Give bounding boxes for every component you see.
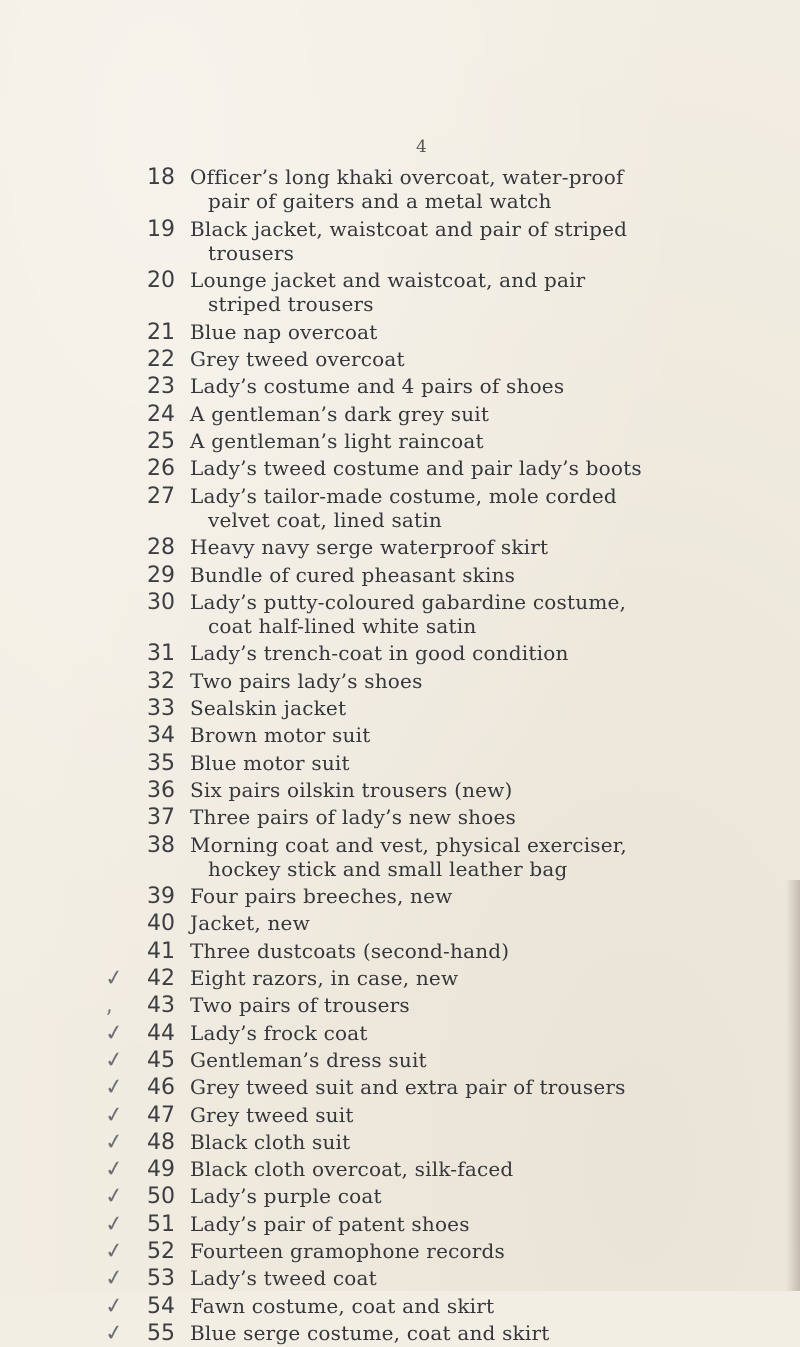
lot-description bbox=[190, 993, 410, 1017]
lot-description bbox=[190, 1321, 549, 1345]
lot-description bbox=[190, 1294, 494, 1318]
description-line: Lady’s pair of patent shoes bbox=[190, 1211, 470, 1236]
lot-number: 23 bbox=[147, 374, 175, 400]
description-line: Grey tweed overcoat bbox=[190, 347, 405, 372]
lot-description bbox=[190, 833, 627, 881]
lot-number: 31 bbox=[147, 641, 175, 667]
description-line: Two pairs lady’s shoes bbox=[190, 668, 423, 693]
lot-description bbox=[190, 751, 350, 775]
description-line: Black jacket, waistcoat and pair of striped bbox=[190, 216, 628, 241]
lot-number: 33 bbox=[147, 696, 175, 721]
description-line: Bundle of cured pheasant skins bbox=[190, 562, 516, 587]
lot-number: 48 bbox=[147, 1129, 175, 1155]
lot-description bbox=[190, 165, 624, 213]
lot-description bbox=[190, 402, 489, 426]
lot-description bbox=[190, 374, 564, 398]
lot-number: 55 bbox=[147, 1320, 175, 1346]
lot-description bbox=[190, 966, 458, 990]
lot-number: 38 bbox=[147, 832, 175, 858]
lot-description bbox=[190, 590, 626, 638]
check-mark-icon: ✓ bbox=[103, 1183, 126, 1211]
description-line: Lady’s frock coat bbox=[190, 1020, 368, 1045]
lot-number: 22 bbox=[147, 347, 175, 373]
lot-description bbox=[190, 456, 642, 480]
lot-description bbox=[190, 939, 509, 963]
check-mark-icon: ✓ bbox=[103, 1237, 126, 1266]
lot-description bbox=[190, 268, 585, 316]
check-mark-icon: ✓ bbox=[103, 1155, 126, 1184]
lot-number: 37 bbox=[147, 805, 175, 831]
description-line: Fourteen gramophone records bbox=[190, 1239, 505, 1263]
description-continuation-line: coat half-lined white satin bbox=[208, 613, 477, 638]
lot-number: 21 bbox=[147, 319, 175, 345]
lot-number: 46 bbox=[147, 1075, 175, 1101]
lot-number: 47 bbox=[147, 1102, 175, 1128]
description-line: A gentleman’s dark grey suit bbox=[190, 401, 490, 426]
lot-number: 44 bbox=[147, 1020, 175, 1046]
description-line: Lady’s putty-coloured gabardine costume, bbox=[190, 589, 627, 614]
lot-number: 24 bbox=[147, 401, 175, 427]
lot-number: 35 bbox=[147, 750, 175, 776]
lot-number: 32 bbox=[147, 668, 175, 694]
lot-description bbox=[190, 535, 548, 559]
description-line: Gentleman’s dress suit bbox=[190, 1047, 427, 1072]
lot-number: 18 bbox=[147, 165, 175, 190]
description-line: Fawn costume, coat and skirt bbox=[190, 1293, 495, 1318]
lot-number: 27 bbox=[147, 483, 175, 509]
description-line: Sealskin jacket bbox=[190, 696, 347, 720]
lot-number: 53 bbox=[147, 1266, 175, 1292]
check-mark-icon: ✓ bbox=[103, 1019, 126, 1047]
description-line: Black cloth overcoat, silk-faced bbox=[190, 1157, 514, 1182]
lot-number: 30 bbox=[147, 589, 175, 615]
description-line: Jacket, new bbox=[190, 911, 310, 936]
description-line: Three dustcoats (second-hand) bbox=[190, 938, 510, 963]
lot-description bbox=[190, 484, 617, 532]
description-line: Lady’s costume and 4 pairs of shoes bbox=[190, 374, 565, 399]
lot-number: 28 bbox=[147, 535, 175, 561]
description-line: Eight razors, in case, new bbox=[190, 966, 459, 990]
lot-description bbox=[190, 696, 346, 720]
lot-description bbox=[190, 320, 377, 344]
lot-description bbox=[190, 1239, 505, 1263]
lot-number: 26 bbox=[147, 456, 175, 482]
lot-description bbox=[190, 429, 484, 453]
lot-description bbox=[190, 563, 515, 587]
lot-description bbox=[190, 805, 516, 829]
description-line: Lady’s purple coat bbox=[190, 1184, 382, 1209]
check-mark-icon: ✓ bbox=[103, 1292, 126, 1320]
description-line: Six pairs oilskin trousers (new) bbox=[190, 777, 513, 802]
lot-number: 29 bbox=[147, 562, 175, 588]
check-mark-icon: ✓ bbox=[103, 1101, 126, 1129]
description-line: Three pairs of lady’s new shoes bbox=[190, 805, 516, 830]
lot-number: 36 bbox=[147, 777, 175, 803]
lot-number: 39 bbox=[147, 884, 175, 910]
page-edge-shadow bbox=[786, 880, 800, 1291]
lot-description bbox=[190, 884, 453, 908]
description-line: Lounge jacket and waistcoat, and pair bbox=[190, 268, 586, 293]
check-mark-icon: ✓ bbox=[103, 1074, 126, 1102]
description-continuation-line: hockey stick and small leather bag bbox=[208, 856, 568, 881]
lot-number: 49 bbox=[147, 1157, 175, 1183]
description-continuation-line: pair of gaiters and a metal watch bbox=[208, 189, 552, 213]
description-line: Brown motor suit bbox=[190, 723, 371, 748]
check-mark-icon: ✓ bbox=[103, 1128, 126, 1156]
description-continuation-line: trousers bbox=[208, 240, 295, 265]
lot-number: 54 bbox=[147, 1293, 175, 1319]
description-line: Grey tweed suit and extra pair of trousers bbox=[190, 1075, 626, 1100]
lot-number: 19 bbox=[147, 216, 175, 242]
lot-description bbox=[190, 669, 423, 693]
description-continuation-line: striped trousers bbox=[208, 292, 374, 317]
check-mark-icon: ✓ bbox=[103, 964, 126, 993]
description-line: Two pairs of trousers bbox=[190, 993, 410, 1018]
description-line: Lady’s tailor-made costume, mole corded bbox=[190, 483, 617, 508]
lot-description bbox=[190, 1157, 513, 1181]
lot-description bbox=[190, 778, 513, 802]
lot-description bbox=[190, 723, 370, 747]
lot-number: 41 bbox=[147, 938, 175, 964]
description-line: Lady’s tweed costume and pair lady’s boots bbox=[190, 456, 642, 481]
check-mark-icon: ✓ bbox=[103, 1319, 126, 1347]
description-line: Officer’s long khaki overcoat, water-proof bbox=[190, 165, 624, 189]
lot-number: 52 bbox=[147, 1239, 175, 1264]
check-mark-icon: ✓ bbox=[103, 1265, 126, 1293]
lot-description bbox=[190, 1130, 350, 1154]
description-line: Grey tweed suit bbox=[190, 1102, 354, 1127]
lot-number: 42 bbox=[147, 966, 175, 991]
description-line: Heavy navy serge waterproof skirt bbox=[190, 535, 549, 560]
lot-description bbox=[190, 1048, 427, 1072]
description-line: Blue motor suit bbox=[190, 750, 350, 775]
lot-number: 20 bbox=[147, 268, 175, 294]
lot-description bbox=[190, 911, 310, 935]
lot-description bbox=[190, 1021, 368, 1045]
lot-description bbox=[190, 1184, 382, 1208]
check-mark-icon: ✓ bbox=[103, 1210, 126, 1238]
lot-description bbox=[190, 1212, 470, 1236]
lot-number: 50 bbox=[147, 1184, 175, 1210]
description-line: A gentleman’s light raincoat bbox=[190, 429, 484, 453]
lot-description bbox=[190, 641, 569, 665]
lot-number: 25 bbox=[147, 429, 175, 454]
check-mark-icon: , bbox=[103, 992, 114, 1019]
lot-number: 34 bbox=[147, 723, 175, 749]
description-line: Four pairs breeches, new bbox=[190, 884, 453, 909]
lot-description bbox=[190, 347, 405, 371]
check-mark-icon: ✓ bbox=[103, 1046, 126, 1075]
lot-description bbox=[190, 1266, 377, 1290]
lot-number: 51 bbox=[147, 1211, 175, 1237]
description-line: Lady’s trench-coat in good condition bbox=[190, 641, 569, 666]
lot-description bbox=[190, 217, 627, 265]
description-line: Lady’s tweed coat bbox=[190, 1266, 377, 1291]
description-line: Blue serge costume, coat and skirt bbox=[190, 1320, 550, 1345]
description-line: Black cloth suit bbox=[190, 1129, 351, 1154]
lot-description bbox=[190, 1103, 354, 1127]
description-line: Blue nap overcoat bbox=[190, 319, 378, 344]
description-continuation-line: velvet coat, lined satin bbox=[208, 507, 442, 532]
description-line: Morning coat and vest, physical exerciser, bbox=[190, 832, 627, 857]
lot-number: 45 bbox=[147, 1047, 175, 1073]
lot-number: 40 bbox=[147, 911, 175, 937]
lot-number: 43 bbox=[147, 993, 175, 1019]
lot-description bbox=[190, 1075, 626, 1099]
page-number: 4 bbox=[416, 137, 427, 157]
